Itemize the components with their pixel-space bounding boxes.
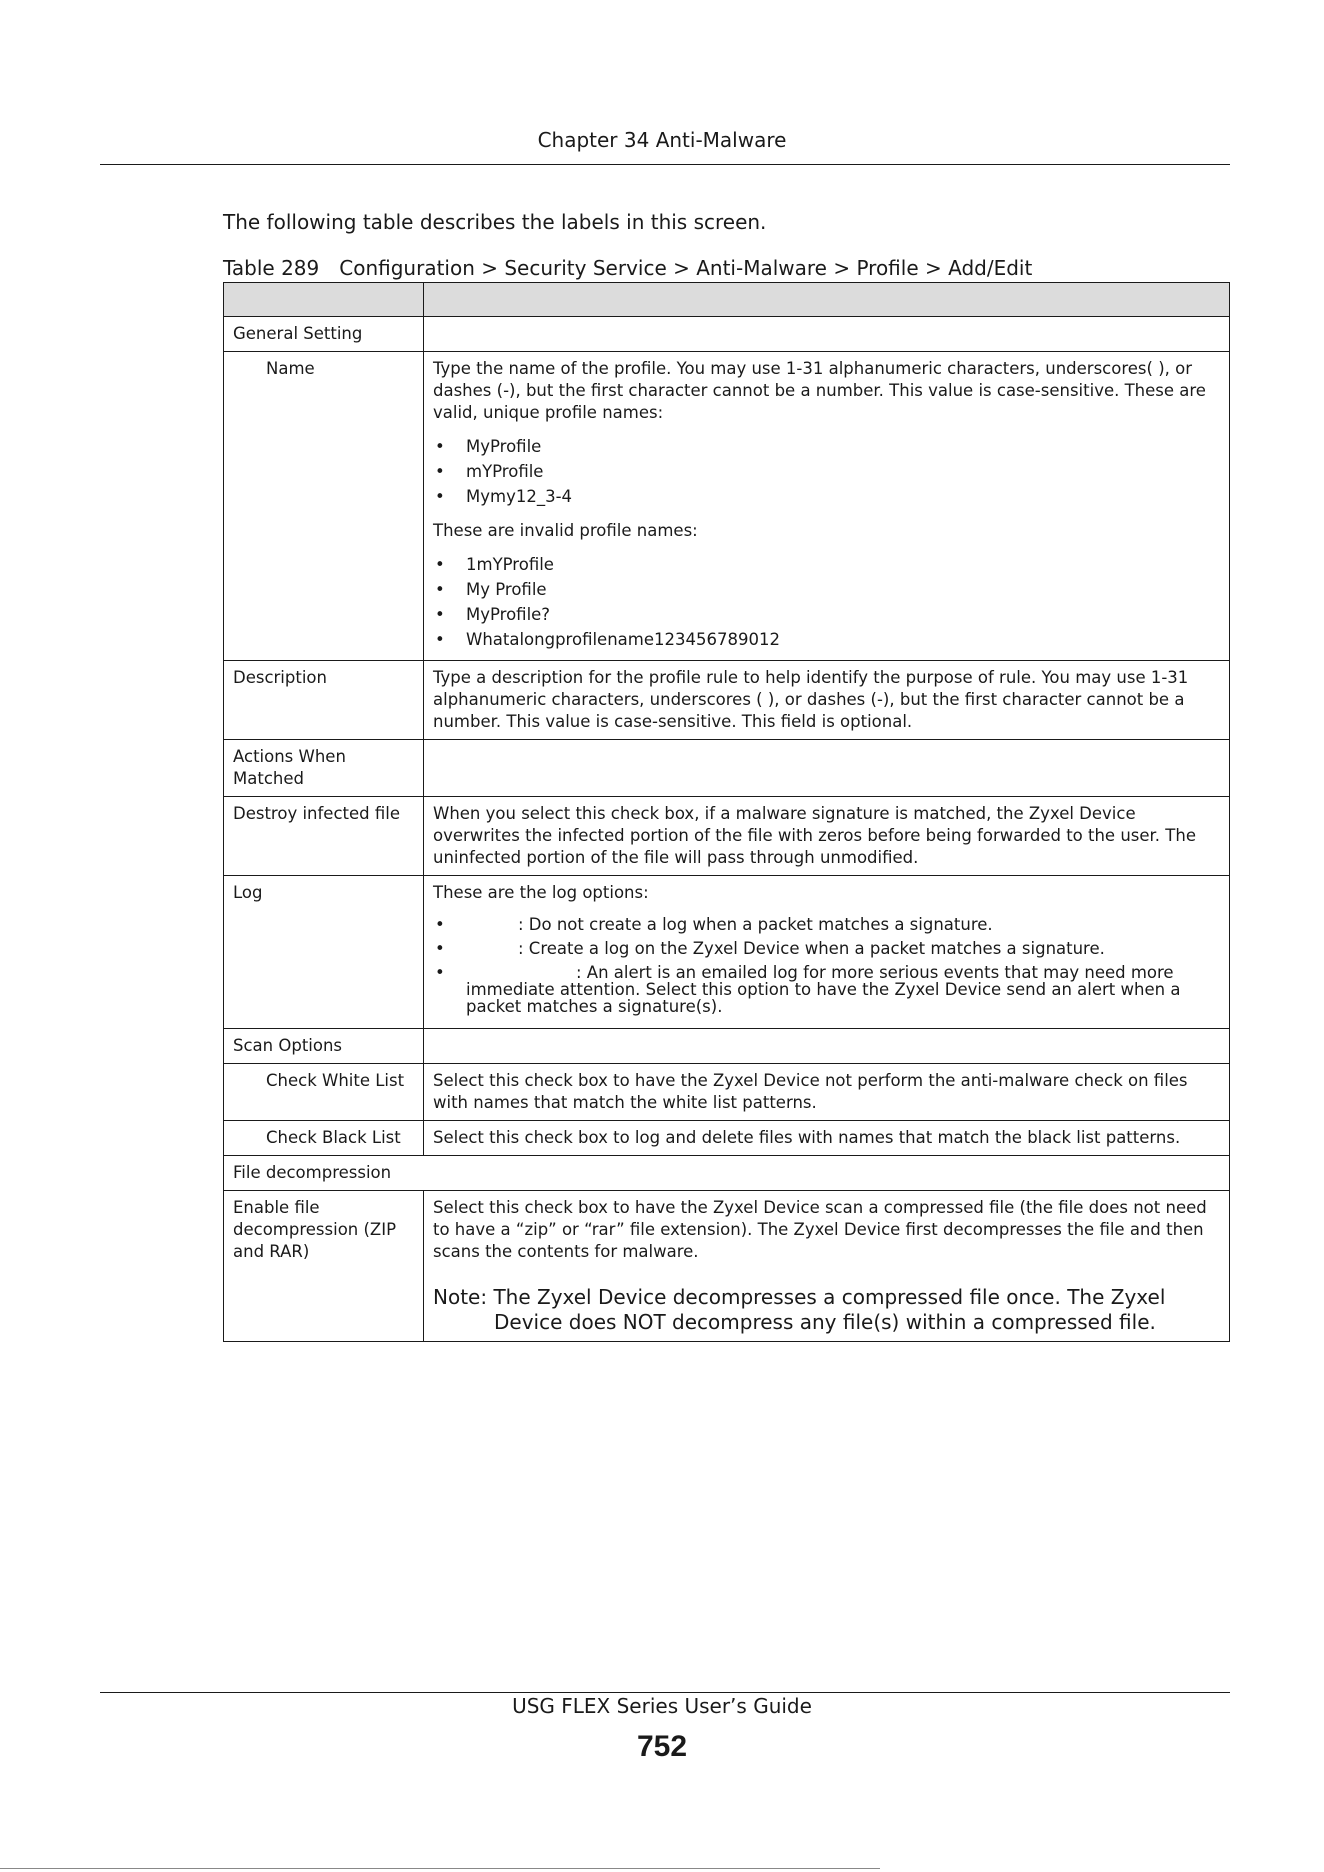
- list-item: • MyProfile?: [433, 604, 1220, 626]
- label-check-black-list: Check Black List: [224, 1121, 424, 1156]
- label-name: Name: [224, 352, 424, 661]
- desc-log: [424, 876, 1230, 1029]
- list-item: • My Profile: [433, 579, 1220, 601]
- label-description: Description: [224, 661, 424, 740]
- footer-divider: [100, 1692, 1230, 1693]
- list-item: • Mymy12_3-4: [433, 486, 1220, 508]
- label-enable-file-decompression: Enable file decompression (ZIP and RAR): [224, 1191, 424, 1342]
- table-row: [224, 1156, 1230, 1191]
- desc-check-white-list: Select this check box to have the Zyxel Device not perform the anti-malware check on files with names that match the white list patterns.: [424, 1064, 1230, 1121]
- list-item: [433, 940, 1220, 957]
- valid-names-list: [433, 436, 1220, 508]
- name-text: Type the name of the profile. You may use 1-31 alphanumeric characters, underscores( ), or dashes (-), but the first character cannot be a number. This value is case-sensitive. These are valid, unique profile names:: [433, 359, 1206, 422]
- list-item: • Whatalongprofilename123456789012: [433, 629, 1220, 651]
- guide-title: USG FLEX Series User’s Guide: [512, 1694, 812, 1718]
- empty-cell: [424, 317, 1230, 352]
- desc-description: Type a description for the profile rule to help identify the purpose of rule. You may use 1-31 alphanumeric characters, underscores ( ), or dashes (-), but the first character cannot be a number. This value is case-sensitive. This field is optional.: [424, 661, 1230, 740]
- desc-enable-file-decompression: [424, 1191, 1230, 1342]
- table-header-row: [224, 283, 1230, 317]
- empty-cell: [424, 1029, 1230, 1064]
- table-row: [224, 876, 1230, 1029]
- table-row: [224, 661, 1230, 740]
- labels-table: [223, 282, 1230, 1342]
- list-item: • 1mYProfile: [433, 554, 1220, 576]
- log-option-log: : Create a log on the Zyxel Device when a packet matches a signature.: [518, 939, 1105, 958]
- header-label-cell: [224, 283, 424, 317]
- list-item: [433, 964, 1220, 1015]
- table-row: [224, 317, 1230, 352]
- list-item: • mYProfile: [433, 461, 1220, 483]
- list-item: • MyProfile: [433, 436, 1220, 458]
- table-row: [224, 1029, 1230, 1064]
- header-description-cell: [424, 283, 1230, 317]
- list-item: [433, 916, 1220, 933]
- desc-name: [424, 352, 1230, 661]
- chapter-header: Chapter 34 Anti-Malware: [537, 128, 787, 152]
- decompression-note: Note: The Zyxel Device decompresses a compressed file once. The Zyxel Device does NOT decompress any file(s) within a compressed file.: [433, 1285, 1166, 1334]
- decompression-text: Select this check box to have the Zyxel Device scan a compressed file (the file does not need to have a “zip” or “rar” file extension). The Zyxel Device first decompresses the file and then scans the contents for malware.: [433, 1198, 1207, 1261]
- section-file-decompression: File decompression: [224, 1156, 1230, 1191]
- label-destroy-infected-file: Destroy infected file: [224, 797, 424, 876]
- table-row: [224, 1064, 1230, 1121]
- table-title: Configuration > Security Service > Anti-Malware > Profile > Add/Edit: [339, 256, 1033, 280]
- label-log: Log: [224, 876, 424, 1029]
- table-row: [224, 797, 1230, 876]
- intro-text: The following table describes the labels in this screen.: [223, 210, 767, 234]
- section-actions-when-matched: Actions When Matched: [224, 740, 424, 797]
- section-general-setting: General Setting: [224, 317, 424, 352]
- page-number: 752: [636, 1730, 688, 1763]
- log-options-list: [433, 916, 1220, 1015]
- table-row: [224, 1191, 1230, 1342]
- invalid-intro: These are invalid profile names:: [433, 521, 698, 540]
- table-row: [224, 740, 1230, 797]
- log-option-alert: : An alert is an emailed log for more serious events that may need more immediate attention. Select this option to have the Zyxel Device send an alert when a packet matches a signature(s).: [466, 963, 1181, 1016]
- desc-check-black-list: Select this check box to log and delete files with names that match the black list patterns.: [424, 1121, 1230, 1156]
- invalid-names-list: [433, 554, 1220, 651]
- log-option-none: : Do not create a log when a packet matches a signature.: [518, 915, 993, 934]
- label-check-white-list: Check White List: [224, 1064, 424, 1121]
- empty-cell: [424, 740, 1230, 797]
- table-row: [224, 1121, 1230, 1156]
- bottom-edge-line: [0, 1868, 880, 1869]
- desc-destroy-infected-file: When you select this check box, if a malware signature is matched, the Zyxel Device overwrites the infected portion of the file with zeros before being forwarded to the user. The uninfected portion of the file will pass through unmodified.: [424, 797, 1230, 876]
- section-scan-options: Scan Options: [224, 1029, 424, 1064]
- table-row: [224, 352, 1230, 661]
- header-divider: [100, 164, 1230, 165]
- log-intro: These are the log options:: [433, 883, 649, 902]
- table-caption: [223, 256, 1032, 280]
- table-number: Table 289: [223, 256, 320, 280]
